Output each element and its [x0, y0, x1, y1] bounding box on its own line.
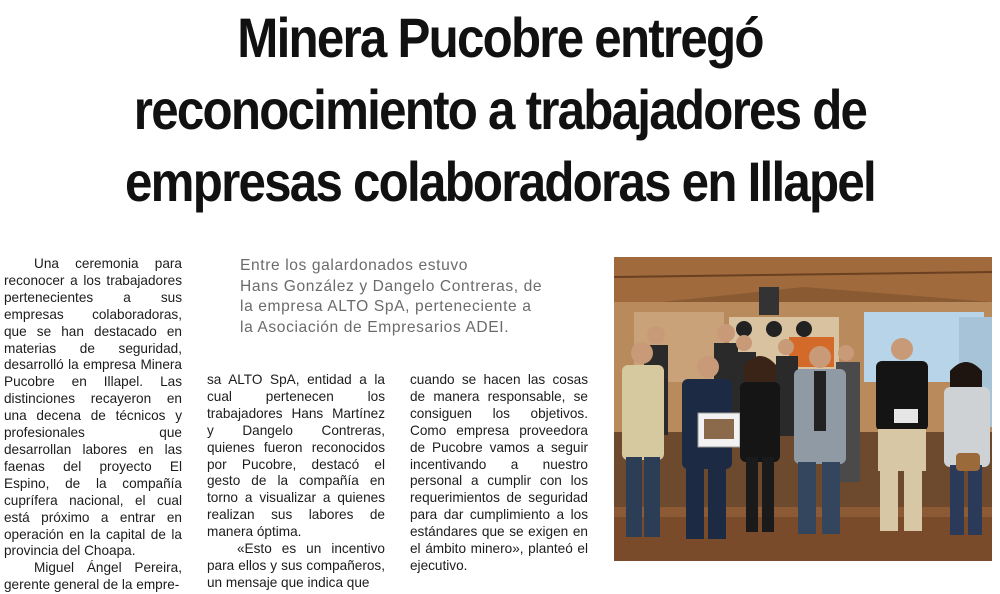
paragraph: cuando se hacen las cosas de manera responsable, se consiguen los objetivos. Como empresa proveedora de Pucobre vamos a seguir incentivando a nuestro personal a cumplir con los requerimientos de seguridad para dar cumplimiento a los estándares que se exigen en el ámbito minero», planteó el ejecutivo. — [410, 372, 588, 573]
headline-line-3: empresas colaboradoras en Illapel — [125, 150, 875, 213]
paragraph: «Esto es un incentivo para ellos y sus compañeros, un mensaje que indica que — [207, 541, 385, 590]
paragraph: Una ceremonia para reconocer a los trabajadores pertenecientes a sus empresas colaboradoras, que se han destacado en materias de seguridad, desarrolló la empresa Minera Pucobre en Illapel. Las distinciones recayeron en una decena de técnicos y profesionales que desarrollan labores en las faenas del proyecto El Espino, de la compañía cuprífera nacional, el cual está próximo a entrar en operación en la capital de la provincia del Choapa. — [4, 256, 182, 559]
article-column-3 — [410, 372, 588, 575]
headline-line-2: reconocimiento a trabajadores de — [133, 78, 867, 141]
headline-line-1: Minera Pucobre entregó — [237, 6, 763, 69]
pull-quote-line-4: la Asociación de Empresarios ADEI. — [240, 318, 510, 336]
headline — [60, 2, 940, 218]
group-photo — [614, 257, 992, 561]
pull-quote-line-2: Hans González y Dangelo Contreras, de — [240, 277, 543, 295]
pull-quote — [240, 256, 580, 338]
article-column-2 — [207, 372, 385, 592]
paragraph: sa ALTO SpA, entidad a la cual pertenecen los trabajadores Hans Martínez y Dangelo Contreras, quienes fueron reconocidos por Pucobre, destacó el gesto de la compañía en torno a visualizar a quienes realizan sus labores de manera óptima. — [207, 372, 385, 540]
article-column-1 — [4, 256, 182, 594]
paragraph: Miguel Ángel Pereira, gerente general de la empre- — [4, 560, 182, 593]
group-photo-illustration — [614, 257, 992, 561]
pull-quote-line-1: Entre los galardonados estuvo — [240, 257, 469, 274]
pull-quote-line-3: la empresa ALTO SpA, perteneciente a — [240, 298, 532, 315]
